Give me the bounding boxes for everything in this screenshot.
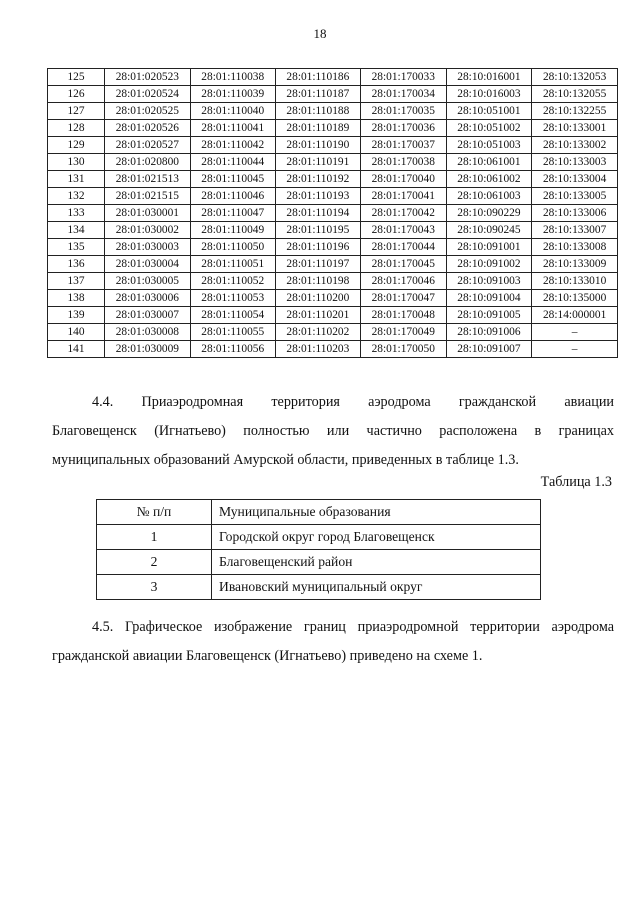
cadastral-number-cell: 28:01:170041 bbox=[360, 188, 446, 205]
paragraph-line: 4.5. Графическое изображение границ приаэродромной территории аэродрома bbox=[92, 619, 614, 635]
cadastral-number-cell: 28:01:110050 bbox=[190, 239, 275, 256]
cadastral-number-cell: 28:10:091006 bbox=[446, 324, 532, 341]
table-row bbox=[48, 205, 618, 222]
cadastral-number-cell: 28:10:091004 bbox=[446, 290, 532, 307]
cadastral-number-cell: 28:01:110051 bbox=[190, 256, 275, 273]
table-row bbox=[97, 575, 541, 600]
cadastral-number-cell: 28:01:110041 bbox=[190, 120, 275, 137]
cadastral-number-cell: 28:01:110198 bbox=[275, 273, 360, 290]
cadastral-number-cell: 28:01:020526 bbox=[105, 120, 191, 137]
cadastral-number-cell: 28:01:110187 bbox=[275, 86, 360, 103]
cadastral-number-cell: 28:10:090229 bbox=[446, 205, 532, 222]
row-number-cell: 140 bbox=[48, 324, 105, 341]
cadastral-number-cell: 28:01:110040 bbox=[190, 103, 275, 120]
cadastral-number-cell: 28:01:170045 bbox=[360, 256, 446, 273]
table-row bbox=[48, 290, 618, 307]
paragraph-line: гражданской авиации Благовещенск (Игнатьево) приведено на схеме 1. bbox=[52, 648, 483, 664]
table-row bbox=[48, 69, 618, 86]
cadastral-number-cell: 28:01:110054 bbox=[190, 307, 275, 324]
row-number-cell: 134 bbox=[48, 222, 105, 239]
cadastral-number-cell: 28:01:110186 bbox=[275, 69, 360, 86]
cadastral-number-cell: 28:01:170048 bbox=[360, 307, 446, 324]
cadastral-number-cell: 28:10:133006 bbox=[532, 205, 618, 222]
cadastral-number-cell: 28:10:090245 bbox=[446, 222, 532, 239]
cadastral-number-cell: 28:10:132255 bbox=[532, 103, 618, 120]
cadastral-number-cell: 28:01:170034 bbox=[360, 86, 446, 103]
table-row bbox=[48, 137, 618, 154]
cadastral-number-cell: 28:01:110190 bbox=[275, 137, 360, 154]
cadastral-number-cell: 28:01:170035 bbox=[360, 103, 446, 120]
cadastral-number-cell: 28:10:133004 bbox=[532, 171, 618, 188]
cadastral-number-cell: 28:10:061002 bbox=[446, 171, 532, 188]
cadastral-number-cell: 28:01:020524 bbox=[105, 86, 191, 103]
table-cell: Городской округ город Благовещенск bbox=[212, 525, 541, 550]
table-row bbox=[48, 307, 618, 324]
cadastral-number-cell: 28:01:110194 bbox=[275, 205, 360, 222]
cadastral-number-cell: 28:01:110052 bbox=[190, 273, 275, 290]
row-number-cell: 126 bbox=[48, 86, 105, 103]
cadastral-number-cell: 28:10:133009 bbox=[532, 256, 618, 273]
cadastral-number-cell: 28:01:170049 bbox=[360, 324, 446, 341]
table-cell: 3 bbox=[97, 575, 212, 600]
cadastral-number-cell: 28:01:110055 bbox=[190, 324, 275, 341]
cadastral-number-cell: – bbox=[532, 341, 618, 358]
table-row bbox=[48, 341, 618, 358]
cadastral-number-cell: 28:10:091001 bbox=[446, 239, 532, 256]
paragraph-4-5 bbox=[52, 613, 614, 671]
row-number-cell: 132 bbox=[48, 188, 105, 205]
cadastral-number-cell: 28:01:110044 bbox=[190, 154, 275, 171]
cadastral-number-cell: 28:10:091003 bbox=[446, 273, 532, 290]
cadastral-number-cell: 28:01:170046 bbox=[360, 273, 446, 290]
cadastral-number-cell: 28:01:020527 bbox=[105, 137, 191, 154]
row-number-cell: 138 bbox=[48, 290, 105, 307]
cadastral-number-cell: 28:01:020523 bbox=[105, 69, 191, 86]
cadastral-number-cell: 28:01:030002 bbox=[105, 222, 191, 239]
header-number: № п/п bbox=[97, 500, 212, 525]
cadastral-number-cell: 28:10:133007 bbox=[532, 222, 618, 239]
municipalities-table bbox=[96, 499, 541, 600]
paragraph-line: 4.4. Приаэродромная территория аэродрома гражданской авиации bbox=[92, 394, 614, 410]
cadastral-number-cell: 28:01:110197 bbox=[275, 256, 360, 273]
cadastral-number-cell: 28:10:135000 bbox=[532, 290, 618, 307]
cadastral-number-cell: 28:01:170044 bbox=[360, 239, 446, 256]
cadastral-number-cell: 28:10:133001 bbox=[532, 120, 618, 137]
cadastral-number-cell: 28:01:110188 bbox=[275, 103, 360, 120]
cadastral-number-cell: 28:10:051002 bbox=[446, 120, 532, 137]
cadastral-number-cell: 28:10:133008 bbox=[532, 239, 618, 256]
cadastral-number-cell: 28:01:170050 bbox=[360, 341, 446, 358]
table-row bbox=[48, 256, 618, 273]
cadastral-number-cell: 28:01:110049 bbox=[190, 222, 275, 239]
table-row bbox=[48, 188, 618, 205]
cadastral-number-cell: 28:01:110056 bbox=[190, 341, 275, 358]
cadastral-number-cell: 28:01:110192 bbox=[275, 171, 360, 188]
table-row bbox=[97, 525, 541, 550]
row-number-cell: 128 bbox=[48, 120, 105, 137]
cadastral-number-cell: 28:01:110201 bbox=[275, 307, 360, 324]
table-row bbox=[48, 324, 618, 341]
cadastral-number-cell: 28:10:016003 bbox=[446, 86, 532, 103]
table-cell: 1 bbox=[97, 525, 212, 550]
cadastral-number-cell: 28:10:133002 bbox=[532, 137, 618, 154]
cadastral-number-cell: 28:01:021513 bbox=[105, 171, 191, 188]
header-municipality: Муниципальные образования bbox=[212, 500, 541, 525]
cadastral-number-cell: 28:10:051003 bbox=[446, 137, 532, 154]
row-number-cell: 133 bbox=[48, 205, 105, 222]
cadastral-number-cell: 28:01:110193 bbox=[275, 188, 360, 205]
cadastral-number-cell: 28:01:170040 bbox=[360, 171, 446, 188]
cadastral-number-cell: 28:10:133010 bbox=[532, 273, 618, 290]
cadastral-number-cell: 28:01:110045 bbox=[190, 171, 275, 188]
table-row bbox=[48, 239, 618, 256]
row-number-cell: 129 bbox=[48, 137, 105, 154]
cadastral-number-cell: 28:01:170047 bbox=[360, 290, 446, 307]
table-cell: 2 bbox=[97, 550, 212, 575]
table-caption: Таблица 1.3 bbox=[540, 474, 612, 490]
cadastral-number-cell: – bbox=[532, 324, 618, 341]
cadastral-number-cell: 28:10:133005 bbox=[532, 188, 618, 205]
cadastral-number-cell: 28:01:110039 bbox=[190, 86, 275, 103]
cadastral-number-cell: 28:01:110189 bbox=[275, 120, 360, 137]
table-cell: Ивановский муниципальный округ bbox=[212, 575, 541, 600]
row-number-cell: 135 bbox=[48, 239, 105, 256]
cadastral-number-cell: 28:01:110047 bbox=[190, 205, 275, 222]
cadastral-number-cell: 28:10:132055 bbox=[532, 86, 618, 103]
row-number-cell: 136 bbox=[48, 256, 105, 273]
cadastral-number-cell: 28:10:091002 bbox=[446, 256, 532, 273]
row-number-cell: 125 bbox=[48, 69, 105, 86]
cadastral-number-cell: 28:01:030008 bbox=[105, 324, 191, 341]
cadastral-number-cell: 28:01:110053 bbox=[190, 290, 275, 307]
table-row bbox=[48, 103, 618, 120]
cadastral-number-cell: 28:01:020800 bbox=[105, 154, 191, 171]
table-row bbox=[48, 222, 618, 239]
paragraph-line: муниципальных образований Амурской области, приведенных в таблице 1.3. bbox=[52, 452, 519, 468]
cadastral-number-cell: 28:10:133003 bbox=[532, 154, 618, 171]
cadastral-number-cell: 28:10:061001 bbox=[446, 154, 532, 171]
cadastral-number-cell: 28:01:170038 bbox=[360, 154, 446, 171]
cadastral-number-cell: 28:01:110042 bbox=[190, 137, 275, 154]
row-number-cell: 127 bbox=[48, 103, 105, 120]
cadastral-number-cell: 28:01:110195 bbox=[275, 222, 360, 239]
cadastral-number-cell: 28:10:051001 bbox=[446, 103, 532, 120]
page-number: 18 bbox=[313, 26, 327, 41]
cadastral-number-cell: 28:01:030005 bbox=[105, 273, 191, 290]
row-number-cell: 130 bbox=[48, 154, 105, 171]
cadastral-number-cell: 28:10:061003 bbox=[446, 188, 532, 205]
table-row bbox=[97, 550, 541, 575]
table-cell: Благовещенский район bbox=[212, 550, 541, 575]
row-number-cell: 139 bbox=[48, 307, 105, 324]
cadastral-number-cell: 28:01:030006 bbox=[105, 290, 191, 307]
row-number-cell: 131 bbox=[48, 171, 105, 188]
row-number-cell: 137 bbox=[48, 273, 105, 290]
table-row bbox=[48, 86, 618, 103]
cadastral-number-cell: 28:01:170037 bbox=[360, 137, 446, 154]
paragraph-4-4 bbox=[52, 388, 614, 475]
row-number-cell: 141 bbox=[48, 341, 105, 358]
cadastral-number-cell: 28:01:021515 bbox=[105, 188, 191, 205]
cadastral-number-cell: 28:01:030007 bbox=[105, 307, 191, 324]
cadastral-number-cell: 28:10:016001 bbox=[446, 69, 532, 86]
cadastral-number-cell: 28:01:170042 bbox=[360, 205, 446, 222]
table-row bbox=[48, 120, 618, 137]
cadastral-number-cell: 28:01:110200 bbox=[275, 290, 360, 307]
cadastral-number-cell: 28:01:110202 bbox=[275, 324, 360, 341]
cadastral-number-cell: 28:01:110046 bbox=[190, 188, 275, 205]
cadastral-table bbox=[47, 68, 618, 358]
cadastral-number-cell: 28:10:091007 bbox=[446, 341, 532, 358]
cadastral-number-cell: 28:01:030009 bbox=[105, 341, 191, 358]
cadastral-number-cell: 28:10:091005 bbox=[446, 307, 532, 324]
table-row bbox=[48, 171, 618, 188]
cadastral-number-cell: 28:01:030003 bbox=[105, 239, 191, 256]
cadastral-number-cell: 28:01:030004 bbox=[105, 256, 191, 273]
cadastral-number-cell: 28:10:132053 bbox=[532, 69, 618, 86]
cadastral-number-cell: 28:14:000001 bbox=[532, 307, 618, 324]
table-row bbox=[48, 273, 618, 290]
table-header-row bbox=[97, 500, 541, 525]
cadastral-number-cell: 28:01:110203 bbox=[275, 341, 360, 358]
table-row bbox=[48, 154, 618, 171]
cadastral-number-cell: 28:01:020525 bbox=[105, 103, 191, 120]
cadastral-number-cell: 28:01:170043 bbox=[360, 222, 446, 239]
paragraph-line: Благовещенск (Игнатьево) полностью или частично расположена в границах bbox=[52, 423, 614, 439]
cadastral-number-cell: 28:01:170036 bbox=[360, 120, 446, 137]
cadastral-number-cell: 28:01:110196 bbox=[275, 239, 360, 256]
cadastral-number-cell: 28:01:110038 bbox=[190, 69, 275, 86]
cadastral-number-cell: 28:01:110191 bbox=[275, 154, 360, 171]
cadastral-number-cell: 28:01:170033 bbox=[360, 69, 446, 86]
cadastral-number-cell: 28:01:030001 bbox=[105, 205, 191, 222]
